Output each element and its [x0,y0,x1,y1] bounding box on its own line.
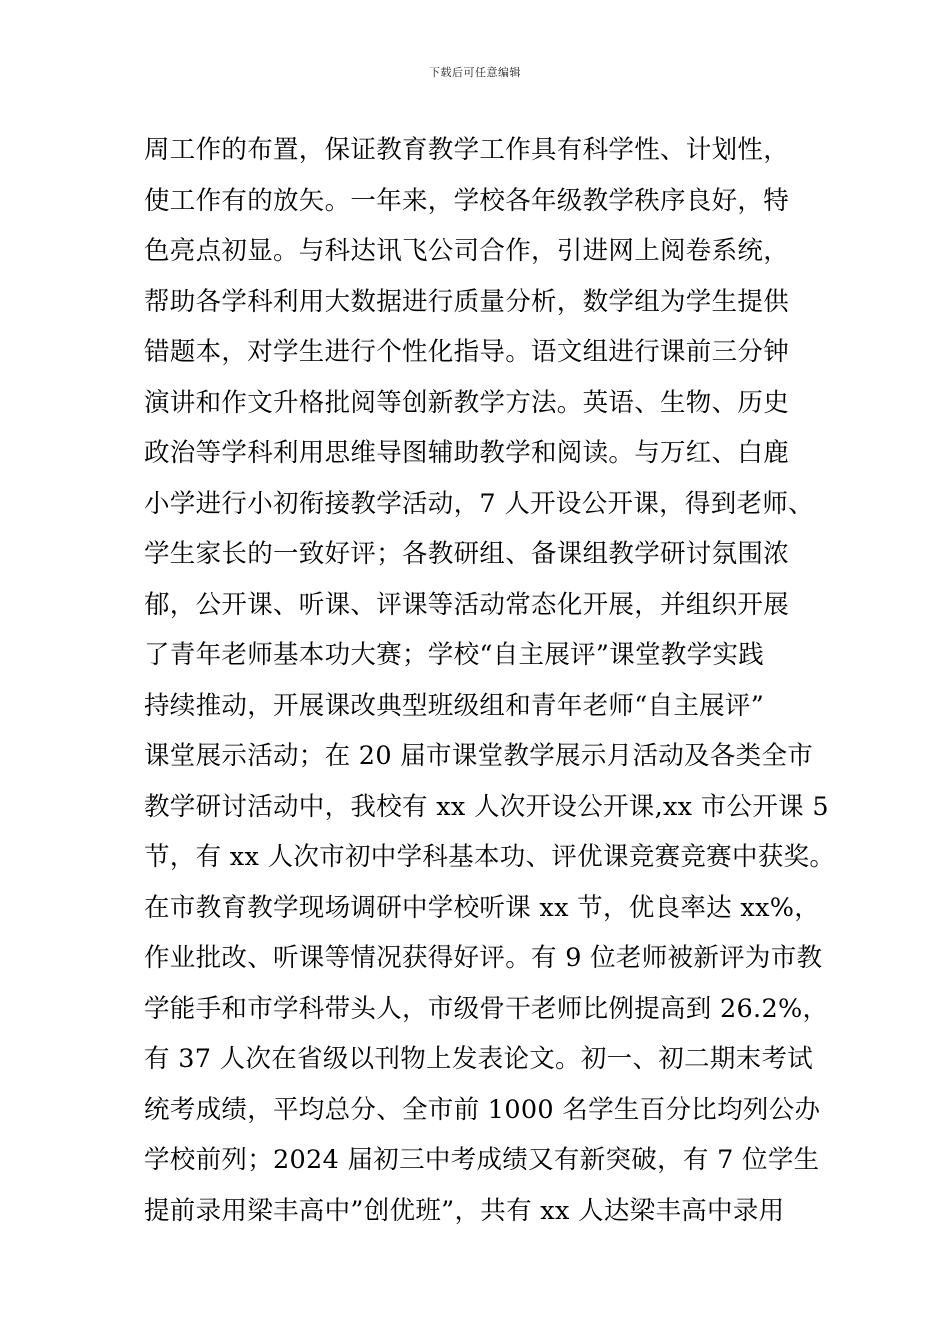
text-line: 帮助各学科利用大数据进行质量分析，数学组为学生提供 [144,286,790,317]
text-line: 提前录用梁丰高中”创优班”，共有 xx 人达梁丰高中录用 [144,1195,785,1226]
text-line: 政治等学科利用思维导图辅助教学和阅读。与万红、白鹿 [144,438,790,468]
text-line: 在市教育教学现场调研中学校听课 xx 节，优良率达 xx%， [144,892,821,923]
text-line: 学校前列；2024 届初三中考成绩又有新突破，有 7 位学生 [144,1145,820,1175]
text-line: 统考成绩，平均总分、全市前 1000 名学生百分比均列公办 [144,1094,821,1125]
body-text [144,125,834,1236]
text-line: 错题本，对学生进行个性化指导。语文组进行课前三分钟 [144,337,790,367]
text-line: 节，有 xx 人次市初中学科基本功、评优课竞赛竞赛中获奖。 [144,842,836,872]
text-line: 课堂展示活动；在 20 届市课堂教学展示月活动及各类全市 [144,741,814,771]
text-line: 郁，公开课、听课、评课等活动常态化开展，并组织开展 [144,589,790,620]
text-line: 色亮点初显。与科达讯飞公司合作，引进网上阅卷系统， [144,236,790,266]
text-line: 学生家长的一致好评；各教研组、备课组教学研讨氛围浓 [144,539,790,569]
text-line: 周工作的布置，保证教育教学工作具有科学性、计划性， [144,135,790,165]
text-line: 使工作有的放矢。一年来，学校各年级教学秩序良好，特 [144,185,790,216]
text-line: 演讲和作文升格批阅等创新教学方法。英语、生物、历史 [144,387,790,418]
text-line: 教学研讨活动中，我校有 xx 人次开设公开课,xx 市公开课 5 [144,791,829,822]
header-note: 下载后可任意编辑 [429,66,521,79]
text-line: 有 37 人次在省级以刊物上发表论文。初一、初二期末考试 [144,1044,814,1074]
text-line: 作业批改、听课等情况获得好评。有 9 位老师被新评为市教 [144,943,823,973]
text-line: 了青年老师基本功大赛；学校“自主展评”课堂教学实践 [144,640,765,670]
text-line: 学能手和市学科带头人，市级骨干老师比例提高到 26.2%， [144,993,829,1024]
text-line: 持续推动，开展课改典型班级组和青年老师“自主展评” [144,690,765,721]
text-line: 小学进行小初衔接教学活动，7 人开设公开课，得到老师、 [144,488,814,519]
